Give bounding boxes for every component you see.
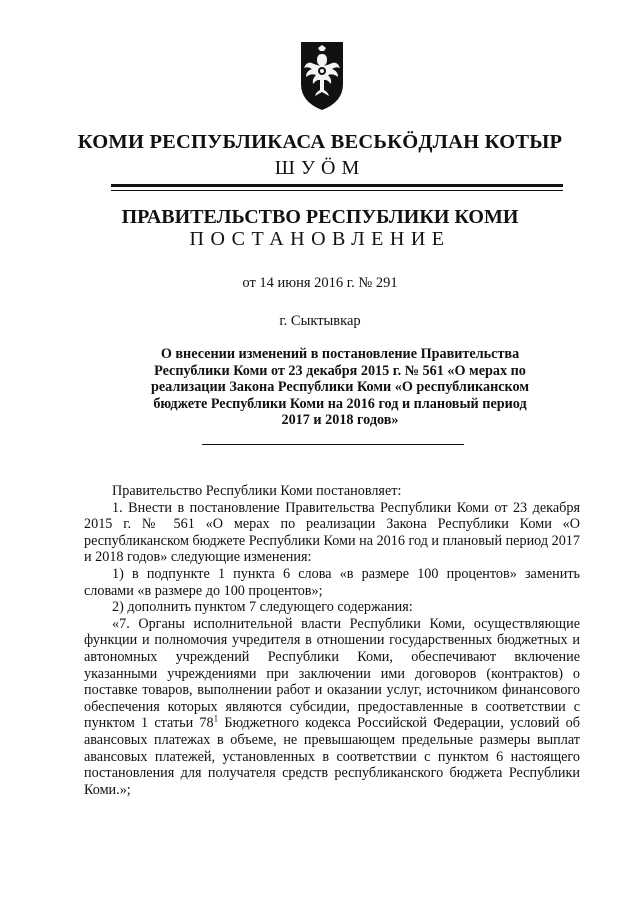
paragraph-item-2: 2) дополнить пунктом 7 следующего содержания: (112, 599, 413, 616)
komi-document-type: ШУÖМ (274, 157, 366, 179)
komi-government-title: КОМИ РЕСПУБЛИКАСА ВЕСЬКÖДЛАН КОТЫР (77, 131, 563, 153)
title-line: О внесении изменений в постановление Правительства (160, 346, 520, 362)
article-superscript: 1 (213, 713, 219, 724)
intro-paragraph: Правительство Республики Коми постановляет: (112, 483, 402, 499)
document-type: ПОСТАНОВЛЕНИЕ (189, 228, 451, 250)
paragraph-7-text-end: Бюджетного кодекса Российской Федерации, условий об авансовых платежах в объеме, не превышающем предельные размеры выплат авансовых платежей, установленных в соответствии с пунктом 6 настоящего постановления для получателя средств республиканского бюджета Республики Коми.»; (84, 715, 580, 798)
document-title (140, 346, 540, 429)
paragraph-1: 1. Внести в постановление Правительства Республики Коми от 23 декабря 2015 г. № 561 «О мерах по реализации Закона Республики Коми «О республиканском бюджете Республики Коми на 2016 год и плановый период 2017 и 2018 годов» следующие изменения: (84, 499, 580, 566)
title-underline (202, 444, 464, 445)
paragraph-7 (84, 616, 580, 799)
document-city: г. Сыктывкар (279, 313, 361, 329)
document-body (84, 483, 580, 798)
header-divider-thick (111, 184, 563, 187)
title-line: Республики Коми от 23 декабря 2015 г. № 561 «О мерах по (154, 362, 526, 379)
coat-of-arms-emblem (298, 38, 346, 112)
header-divider-thin (111, 190, 563, 191)
title-line: реализации Закона Республики Коми «О республиканском (150, 379, 530, 395)
document-date-number: от 14 июня 2016 г. № 291 (242, 275, 398, 291)
paragraph-item-1: 1) в подпункте 1 пункта 6 слова «в размере 100 процентов» заменить словами «в размере до 100 процентов»; (84, 565, 580, 599)
title-line: 2017 и 2018 годов» (281, 412, 399, 428)
title-line: бюджете Республики Коми на 2016 год и плановый период (153, 395, 527, 412)
paragraph-7-text-start: «7. Органы исполнительной власти Республики Коми, осуществляющие функции и полномочия учредителя в отношении государственных бюджетных и автономных учреждений Республики Коми, обеспечивают включение указанными учреждениями при заключении ими договоров (контрактов) о поставке товаров, выполнении работ и оказании услуг, источником финансового обеспечения которых являются субсидии, предоставленные в соответствии с пунктом 1 статьи 78 (84, 615, 580, 732)
government-title: ПРАВИТЕЛЬСТВО РЕСПУБЛИКИ КОМИ (121, 206, 519, 228)
